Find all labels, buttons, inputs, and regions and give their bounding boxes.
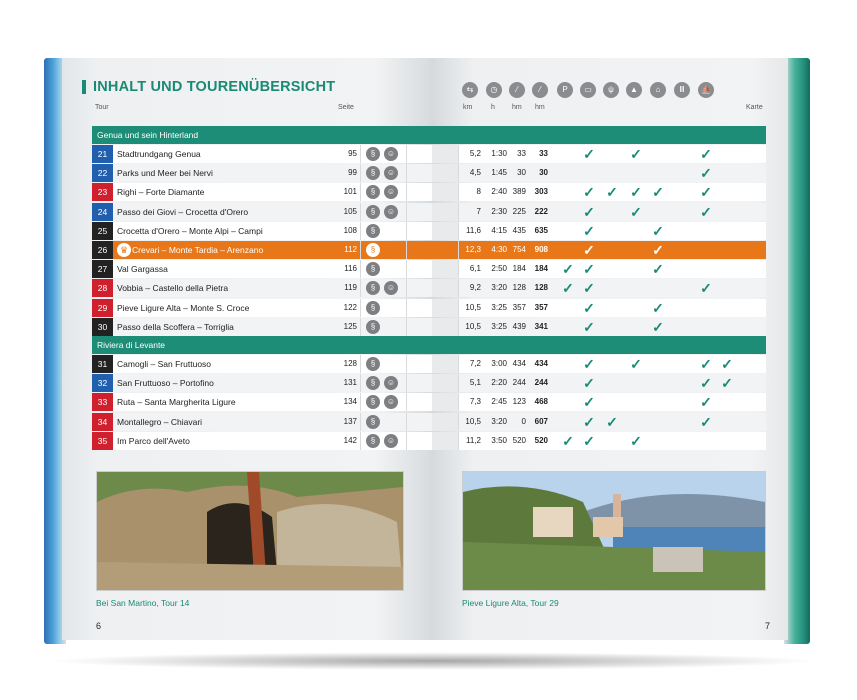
tour-km: 11,2 [466,435,481,445]
tour-h: 3:20 [491,416,507,426]
tour-up: 357 [512,302,526,312]
tour-h: 4:15 [491,225,507,235]
difficulty-icon: § [366,357,380,371]
difficulty-icon: § [366,281,380,295]
tour-up: 33 [517,149,526,158]
tour-up: 123 [512,397,526,407]
tour-down: 434 [534,359,548,368]
checkmark-icon: ✓ [700,184,712,201]
col-header-km: km [463,104,473,111]
column-divider [406,145,407,163]
column-divider [458,203,459,221]
tour-page: 112 [344,245,357,254]
column-divider [360,241,361,259]
tour-number: 28 [92,279,113,297]
restaurant-icon: ψ [603,82,619,98]
section-header-levante: Riviera di Levante [92,336,766,354]
column-divider [458,299,459,317]
gutter [432,374,458,392]
tour-h: 2:40 [491,187,507,197]
tour-up: 754 [512,245,526,254]
column-divider [406,279,407,297]
tour-km: 8 [476,187,481,197]
parking-icon: P [557,82,573,98]
difficulty-icon: § [366,415,380,429]
tour-h: 1:30 [491,149,507,158]
column-divider [360,432,361,450]
column-divider [360,413,361,431]
tour-down: 303 [534,187,548,197]
tour-down: 128 [534,283,548,293]
tour-page: 108 [343,225,357,235]
tour-km: 5,1 [469,378,481,388]
summit-icon: ▲ [626,82,642,98]
table-row [92,145,766,163]
tour-number: 32 [92,374,113,392]
family-icon: ☺ [384,185,398,199]
checkmark-icon: ✓ [700,146,712,162]
table-row [92,299,766,317]
checkmark-icon: ✓ [562,432,574,449]
page-number-right: 7 [765,621,771,631]
checkmark-icon: ✓ [562,261,574,278]
tour-number: 23 [92,183,113,201]
clock-icon: ◷ [486,82,502,98]
title-accent-bar [82,80,86,94]
checkmark-icon: ✓ [652,261,664,278]
tour-h: 3:20 [491,283,507,293]
tour-page: 116 [344,264,357,274]
column-divider [406,413,407,431]
difficulty-icon: § [366,376,380,390]
difficulty-icon: § [366,147,380,161]
ascent-icon: ⁄ [509,82,525,98]
tour-number: 33 [92,393,113,411]
tour-km: 11,6 [466,225,481,235]
checkmark-icon: ✓ [583,222,595,239]
tour-h: 3:00 [491,359,507,368]
page-number-left: 6 [96,621,102,631]
tour-down: 908 [534,245,548,254]
tour-page: 122 [343,302,357,312]
tour-down: 244 [534,378,548,388]
checkmark-icon: ✓ [652,184,664,201]
column-divider [458,260,459,278]
table-row [92,241,766,259]
tour-name: Righi – Forte Diamante [117,187,205,198]
tour-up: 225 [512,206,526,216]
bus-icon: ▭ [580,82,596,98]
tour-down: 635 [534,225,548,235]
gutter [432,183,458,201]
tour-h: 3:25 [491,302,507,312]
checkmark-icon: ✓ [583,375,595,392]
column-divider [360,145,361,163]
tour-number: 34 [92,413,113,431]
table-row [92,279,766,297]
table-row [92,318,766,336]
gutter [432,393,458,411]
column-divider [458,355,459,373]
column-divider [406,260,407,278]
tour-name: Passo della Scoffera – Torriglia [117,321,234,332]
book-shadow [48,652,818,670]
tour-down: 341 [534,321,548,331]
difficulty-icon: § [366,301,380,315]
family-icon: ☺ [384,395,398,409]
tour-up: 0 [521,416,526,426]
table-row [92,260,766,278]
column-divider [406,183,407,201]
signpost-icon: ⇆ [462,82,478,98]
caption-left: Bei San Martino, Tour 14 [96,598,190,608]
tour-name: Val Gargassa [117,264,168,275]
gutter [432,164,458,182]
tour-name: Vobbia – Castello della Pietra [117,283,229,294]
family-icon: ☺ [384,147,398,161]
checkmark-icon: ✓ [583,242,595,258]
photo-san-martino [96,471,404,591]
checkmark-icon: ✓ [583,280,595,297]
column-divider [360,374,361,392]
tour-km: 9,2 [469,283,481,293]
column-divider [406,164,407,182]
tour-page: 99 [348,168,357,178]
difficulty-icon: § [366,224,380,238]
checkmark-icon: ✓ [606,413,618,430]
tour-h: 2:20 [491,378,507,388]
family-icon: ☺ [384,376,398,390]
museum-icon: Ⅲ [674,82,690,98]
table-row [92,374,766,392]
column-divider [360,203,361,221]
checkmark-icon: ✓ [630,146,642,162]
tour-km: 4,5 [469,168,481,178]
tour-km: 7,2 [469,359,481,368]
gutter [432,203,458,221]
family-icon: ☺ [384,166,398,180]
tour-name: Pieve Ligure Alta – Monte S. Croce [117,302,250,313]
gutter [432,299,458,317]
column-divider [360,393,361,411]
table-row [92,183,766,201]
tour-h: 1:45 [491,168,507,178]
column-divider [406,222,407,240]
column-divider [360,299,361,317]
tour-up: 435 [512,225,526,235]
tour-name: Passo dei Giovi – Crocetta d'Orero [117,206,249,217]
tour-h: 4:30 [491,245,507,254]
tour-page: 131 [343,378,357,388]
tour-name: Parks und Meer bei Nervi [117,168,213,179]
tour-h: 2:30 [491,206,507,216]
tour-page: 134 [343,397,357,407]
tour-up: 184 [512,264,526,274]
checkmark-icon: ✓ [583,203,595,220]
gutter [432,432,458,450]
checkmark-icon: ✓ [721,375,733,392]
table-row [92,393,766,411]
checkmark-icon: ✓ [583,432,595,449]
checkmark-icon: ✓ [583,318,595,335]
column-divider [360,222,361,240]
tour-number: 26 [92,241,113,259]
table-row [92,164,766,182]
tour-km: 7 [476,206,481,216]
column-divider [458,164,459,182]
checkmark-icon: ✓ [700,203,712,220]
tour-page: 125 [343,321,357,331]
tour-h: 3:50 [491,435,507,445]
table-row [92,203,766,221]
checkmark-icon: ✓ [583,184,595,201]
column-divider [458,432,459,450]
column-divider [458,183,459,201]
difficulty-icon: § [366,434,380,448]
checkmark-icon: ✓ [583,261,595,278]
difficulty-icon: § [366,185,380,199]
gutter [432,222,458,240]
table-row [92,432,766,450]
col-header-karte: Karte [746,104,763,111]
tour-up: 244 [512,378,526,388]
tour-h: 2:50 [491,264,507,274]
tour-km: 10,5 [465,416,481,426]
table-row [92,355,766,373]
tour-number: 22 [92,164,113,182]
tour-number: 31 [92,355,113,373]
tour-name: Stadtrundgang Genua [117,149,201,159]
tour-page: 137 [343,416,357,426]
checkmark-icon: ✓ [583,146,595,162]
tour-km: 12,3 [465,245,481,254]
checkmark-icon: ✓ [652,242,664,258]
page-title: INHALT UND TOURENÜBERSICHT [93,79,336,95]
column-divider [360,279,361,297]
checkmark-icon: ✓ [652,299,664,316]
tour-number: 29 [92,299,113,317]
tour-up: 30 [517,168,526,178]
column-divider [360,318,361,336]
column-divider [406,355,407,373]
tour-page: 128 [343,359,357,368]
section-header-genua: Genua und sein Hinterland [92,126,766,144]
checkmark-icon: ✓ [606,184,618,201]
column-divider [360,164,361,182]
checkmark-icon: ✓ [583,394,595,411]
family-icon: ☺ [384,205,398,219]
tour-down: 33 [539,149,548,158]
column-divider [406,203,407,221]
column-divider [406,318,407,336]
table-row [92,222,766,240]
tour-down: 222 [534,206,548,216]
tour-up: 389 [512,187,526,197]
tour-km: 10,5 [465,321,481,331]
tour-page: 95 [348,149,357,158]
checkmark-icon: ✓ [700,394,712,411]
table-row [92,413,766,431]
tour-page: 119 [344,283,357,293]
gutter [432,260,458,278]
col-header-seite: Seite [338,104,354,111]
tour-up: 434 [512,359,526,368]
tour-name: Crevari – Monte Tardia – Arenzano [132,245,264,255]
gutter [432,355,458,373]
tour-name: Ruta – Santa Margherita Ligure [117,397,236,408]
tour-name: San Fruttuoso – Portofino [117,378,214,389]
col-header-hm-down: hm [535,104,545,111]
tour-km: 10,5 [465,302,481,312]
tour-number: 27 [92,260,113,278]
family-icon: ☺ [384,434,398,448]
checkmark-icon: ✓ [700,165,712,182]
tour-up: 439 [512,321,526,331]
col-header-hm-up: hm [512,104,522,111]
tour-page: 142 [343,435,357,445]
checkmark-icon: ✓ [583,356,595,372]
checkmark-icon: ✓ [562,280,574,297]
tour-number: 21 [92,145,113,163]
tour-page: 101 [343,187,357,197]
column-divider [406,432,407,450]
checkmark-icon: ✓ [700,280,712,297]
checkmark-icon: ✓ [630,432,642,449]
caption-right: Pieve Ligure Alta, Tour 29 [462,598,559,608]
gutter [432,279,458,297]
tour-km: 5,2 [469,149,481,158]
tour-down: 520 [534,435,548,445]
column-divider [458,413,459,431]
tour-down: 30 [539,168,548,178]
tour-h: 2:45 [491,397,507,407]
column-divider [458,241,459,259]
difficulty-icon: § [366,166,380,180]
tour-down: 184 [534,264,548,274]
column-divider [360,355,361,373]
column-divider [406,241,407,259]
tour-name: Crocetta d'Orero – Monte Alpi – Campi [117,225,263,236]
hut-icon: ⌂ [650,82,666,98]
column-divider [458,393,459,411]
column-divider [458,222,459,240]
checkmark-icon: ✓ [630,203,642,220]
tour-name: Camogli – San Fruttuoso [117,359,212,369]
tour-name: Montallegro – Chiavari [117,416,203,427]
checkmark-icon: ✓ [630,184,642,201]
checkmark-icon: ✓ [721,356,733,372]
checkmark-icon: ✓ [630,356,642,372]
checkmark-icon: ✓ [652,222,664,239]
top-tour-icon: ♛ [117,243,131,257]
column-divider [458,279,459,297]
tour-up: 520 [512,435,526,445]
boat-icon: ⛵ [698,82,714,98]
tour-number: 35 [92,432,113,450]
tour-down: 468 [534,397,548,407]
column-divider [458,374,459,392]
photo-pieve-ligure-alta [462,471,766,591]
difficulty-icon: § [366,320,380,334]
tour-number: 25 [92,222,113,240]
gutter [432,413,458,431]
column-divider [406,299,407,317]
column-divider [406,374,407,392]
tour-number: 30 [92,318,113,336]
column-divider [458,318,459,336]
gutter [432,145,458,163]
column-divider [458,145,459,163]
checkmark-icon: ✓ [583,413,595,430]
col-header-tour: Tour [95,104,109,111]
family-icon: ☺ [384,281,398,295]
column-divider [360,183,361,201]
tour-down: 357 [534,302,548,312]
difficulty-icon: § [366,243,380,257]
tour-down: 607 [534,416,548,426]
col-header-h: h [491,104,495,111]
tour-h: 3:25 [491,321,507,331]
tour-km: 6,1 [469,264,481,274]
checkmark-icon: ✓ [700,356,712,372]
tour-name: Im Parco dell'Aveto [117,435,190,446]
checkmark-icon: ✓ [583,299,595,316]
difficulty-icon: § [366,262,380,276]
checkmark-icon: ✓ [700,413,712,430]
column-divider [406,393,407,411]
tour-up: 128 [512,283,526,293]
tour-page: 105 [343,206,357,216]
gutter [432,318,458,336]
tour-number: 24 [92,203,113,221]
tour-km: 7,3 [469,397,481,407]
difficulty-icon: § [366,395,380,409]
descent-icon: ⁄ [532,82,548,98]
gutter [432,241,458,259]
checkmark-icon: ✓ [652,318,664,335]
column-divider [360,260,361,278]
difficulty-icon: § [366,205,380,219]
checkmark-icon: ✓ [700,375,712,392]
